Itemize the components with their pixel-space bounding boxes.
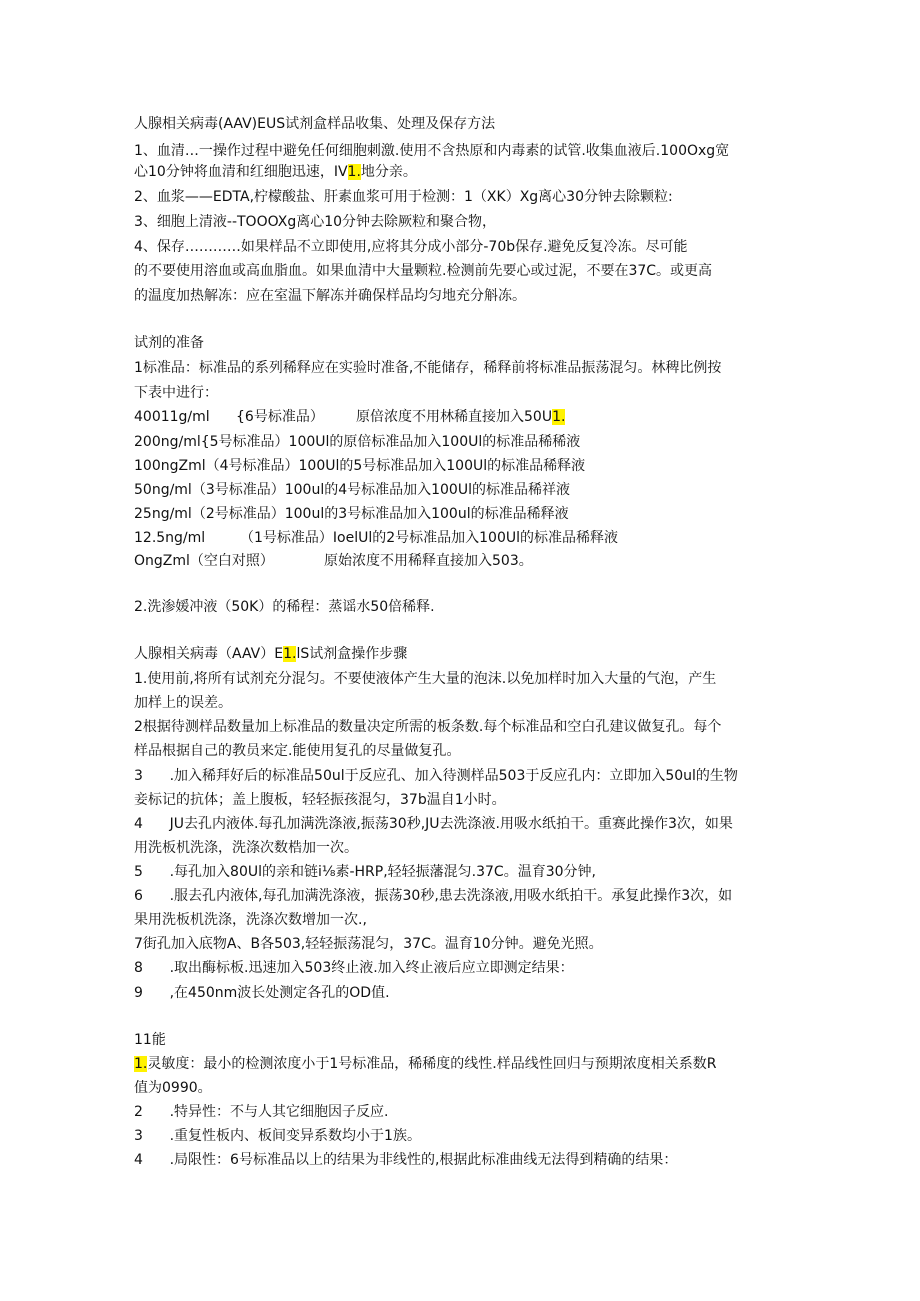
paragraph-line: 3 .重复性板内、板间变异系数均小于1族。 (134, 1128, 421, 1144)
dilution-row (134, 529, 619, 547)
text-run: 12.5ng∕ml (134, 530, 206, 546)
text-run: OngZml（空白对照） (134, 553, 274, 569)
text-run: {6号标准品） (236, 409, 324, 425)
paragraph-line: 4、保存…………如果样品不立即使用,应将其分成小部分-70b保存.避免反复冷冻。尽可能 (134, 239, 688, 255)
text-run: lS试剂盒操作步骤 (296, 646, 408, 662)
dilution-row: 50ng∕ml（3号标准品）100ul的4号标准品加入100Ul的标准品稀祥液 (134, 482, 570, 498)
paragraph-line: 值为0990。 (134, 1080, 212, 1096)
paragraph-line: 的不要使用溶血或高血脂血。如果血清中大量颗粒.检测前先要心或过泥，不要在37C。或更高 (134, 263, 713, 279)
paragraph-line: 3、细胞上清液--TOOOXg离心10分钟去除厥粒和聚合物， (134, 214, 497, 230)
paragraph-line: 7街孔加入底物A、B各503,轻轻振荡混匀，37C。温育10分钟。避免光照。 (134, 936, 603, 952)
paragraph-line: 样品根据自己的教员来定.能使用复孔的尽量做复孔。 (134, 743, 461, 759)
text-run: 人腺相关病毒（AAV）E (134, 646, 284, 662)
paragraph-line: 的温度加热解冻：应在室温下解冻并确保样品均匀地充分斛冻。 (134, 288, 526, 304)
highlighted-text: 1. (283, 646, 297, 662)
dilution-row: 100ngZml（4号标准品）100Ul的5号标准品加入100Ul的标准品稀释液 (134, 458, 586, 474)
dilution-row: 200ng∕ml{5号标准品）100Ul的原倍标准品加入100Ul的标准品稀稀液 (134, 434, 581, 450)
paragraph-line: 8 .取出酶标板.迅速加入503终止液.加入终止液后应立即测定结果： (134, 960, 574, 976)
paragraph-line: 加样上的误差。 (134, 695, 232, 711)
text-run: 原倍浓度不用林稀直接加入50U (356, 409, 553, 425)
paragraph-line: 2、血浆——EDTA,柠檬酸盐、肝素血浆可用于检测：1（XK）Xg离心30分钟去除颗粒: (134, 189, 673, 205)
paragraph-line: 4 JU去孔内液体.每孔加满洗涤液,振荡30秒,JU去洗涤液.用吸水纸拍干。重赛此操作3次，如果 (134, 816, 733, 832)
section-title-sample-collection: 人腺相关病毒(AAV)EUS试剂盒样品收集、处理及保存方法 (134, 116, 496, 132)
paragraph-line: 9 ,在450nm波长处测定各孔的OD值. (134, 985, 390, 1001)
paragraph-line: 6 .服去孔内液体,每孔加满洗涤液，振荡30秒,患去洗涤液,用吸水纸拍干。承复此操作3次，如 (134, 888, 733, 904)
paragraph-line: 2根据待测样品数量加上标准品的数量决定所需的板条数.每个标准品和空白孔建议做复孔。每个 (134, 719, 722, 735)
dilution-row: 25ng∕ml（2号标准品）100ul的3号标准品加入100ul的标准品稀释液 (134, 506, 569, 522)
section-title-reagent-preparation: 试剂的准备 (134, 335, 204, 351)
dilution-row (134, 552, 533, 570)
paragraph-line: 妾标记的抗体；盖上腹板，轻轻振孩混匀，37b温自1小时。 (134, 792, 506, 808)
paragraph-line: 4 .局限性：6号标准品以上的结果为非线性的,根据此标准曲线无法得到精确的结果： (134, 1152, 678, 1168)
paragraph-line: 1.使用前,将所有试剂充分混匀。不要使液体产生大量的泡沫.以免加样时加入大量的气泡，产生 (134, 671, 717, 687)
paragraph-line: 1标准品：标准品的系列稀释应在实验时准备,不能储存，稀释前将标准品振荡混匀。林稗比例按 (134, 360, 722, 376)
text-run: 心10分钟将血清和红细胞迅速，IV (134, 164, 348, 180)
paragraph-line: 用洗板机洗涤，洗涤次数梏加一次。 (134, 840, 358, 856)
section-title-procedure (134, 645, 407, 663)
paragraph-line: 2 .特异性：不与人其它细胞因子反应. (134, 1104, 389, 1120)
text-run: 地分亲。 (360, 164, 417, 180)
text-run: （1号标准品）IoelUl的2号标准品加入100Ul的标准品稀释液 (240, 530, 619, 546)
text-run: 灵敏度：最小的检测浓度小于1号标准品，稀稀度的线性.样品线性回归与预期浓度相关系数R (147, 1056, 717, 1072)
text-run: 原始浓度不用稀释直接加入503。 (324, 553, 533, 569)
paragraph-line (134, 163, 417, 181)
highlighted-text: 1. (347, 164, 361, 180)
text-run: 40011g∕ml (134, 409, 210, 425)
highlighted-text: 1. (134, 1056, 148, 1072)
highlighted-text: 1. (552, 409, 566, 425)
section-title-performance: 11能 (134, 1032, 166, 1048)
paragraph-line: 1、血清…一操作过程中避免任何细胞刺激.使用不含热原和内毒素的试管.收集血液后.100Oxg宽 (134, 143, 730, 159)
paragraph-line: 下表中进行： (134, 385, 218, 401)
paragraph-line: 3 .加入稀拜好后的标准品50ul于反应孔、加入待测样品503于反应孔内：立即加入50ul的生物 (134, 768, 738, 784)
paragraph-line: 果用洗板机洗涤，洗涤次数增加一次., (134, 912, 367, 928)
paragraph-line: 5 .每孔加入80Ul的亲和链i⅛素-HRP,轻轻振藩混匀.37C。温育30分钟, (134, 864, 596, 880)
paragraph-line: 2.洗渗媛冲液（50K）的稀程：蒸谣水50倍稀释. (134, 599, 435, 615)
paragraph-line (134, 1055, 716, 1073)
dilution-row (134, 408, 566, 426)
